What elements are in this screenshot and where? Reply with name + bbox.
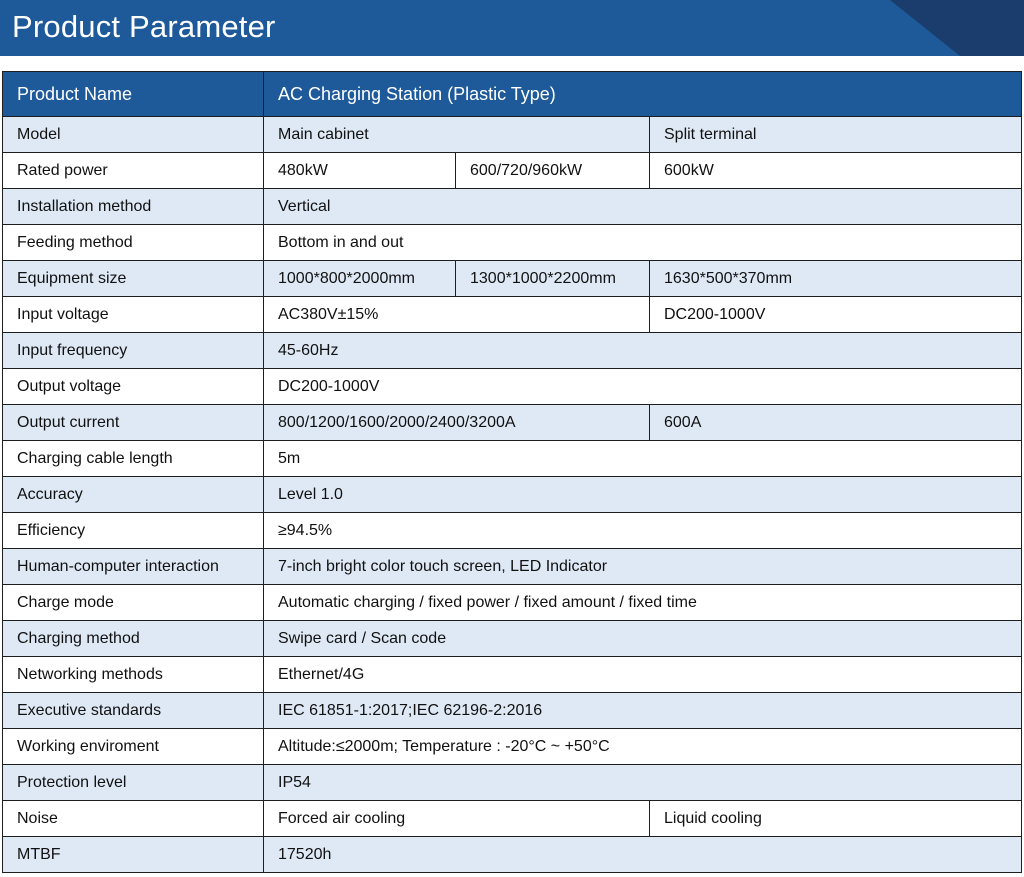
row-value-cell: Altitude:≤2000m; Temperature : -20°C ~ +50°C bbox=[264, 729, 1022, 765]
spec-table-container bbox=[2, 71, 1021, 873]
page-title: Product Parameter bbox=[12, 9, 276, 44]
table-row bbox=[3, 549, 1022, 585]
row-value-cell: Vertical bbox=[264, 189, 1022, 225]
row-value-cell: ≥94.5% bbox=[264, 513, 1022, 549]
row-label-cell: Working enviroment bbox=[3, 729, 264, 765]
row-value-cell: 7-inch bright color touch screen, LED Indicator bbox=[264, 549, 1022, 585]
row-value-cell: Swipe card / Scan code bbox=[264, 621, 1022, 657]
spec-table bbox=[2, 71, 1022, 873]
row-value-cell: Level 1.0 bbox=[264, 477, 1022, 513]
row-label-cell: Model bbox=[3, 117, 264, 153]
table-row bbox=[3, 729, 1022, 765]
row-value-cell: 5m bbox=[264, 441, 1022, 477]
row-value-cell: Main cabinet bbox=[264, 117, 650, 153]
row-value-cell: Bottom in and out bbox=[264, 225, 1022, 261]
row-label-cell: Efficiency bbox=[3, 513, 264, 549]
row-value-cell: 45-60Hz bbox=[264, 333, 1022, 369]
row-label-cell: Charging cable length bbox=[3, 441, 264, 477]
row-value-cell: 17520h bbox=[264, 837, 1022, 873]
table-row bbox=[3, 477, 1022, 513]
table-row bbox=[3, 333, 1022, 369]
row-value-cell: 1630*500*370mm bbox=[650, 261, 1022, 297]
row-label-cell: Charge mode bbox=[3, 585, 264, 621]
table-row bbox=[3, 513, 1022, 549]
table-row bbox=[3, 585, 1022, 621]
row-value-cell: 600kW bbox=[650, 153, 1022, 189]
row-value-cell: 600A bbox=[650, 405, 1022, 441]
row-label-cell: Feeding method bbox=[3, 225, 264, 261]
table-row bbox=[3, 693, 1022, 729]
header-value-cell: AC Charging Station (Plastic Type) bbox=[264, 72, 1022, 117]
row-label-cell: Human-computer interaction bbox=[3, 549, 264, 585]
row-label-cell: Accuracy bbox=[3, 477, 264, 513]
row-label-cell: Input voltage bbox=[3, 297, 264, 333]
table-row bbox=[3, 369, 1022, 405]
row-value-cell: Split terminal bbox=[650, 117, 1022, 153]
table-row bbox=[3, 765, 1022, 801]
row-value-cell: 1300*1000*2200mm bbox=[456, 261, 650, 297]
table-header-row bbox=[3, 72, 1022, 117]
row-label-cell: Output current bbox=[3, 405, 264, 441]
row-label-cell: Output voltage bbox=[3, 369, 264, 405]
row-label-cell: Charging method bbox=[3, 621, 264, 657]
table-row bbox=[3, 261, 1022, 297]
row-value-cell: DC200-1000V bbox=[264, 369, 1022, 405]
table-row bbox=[3, 117, 1022, 153]
table-row bbox=[3, 153, 1022, 189]
row-value-cell: AC380V±15% bbox=[264, 297, 650, 333]
row-label-cell: Installation method bbox=[3, 189, 264, 225]
table-row bbox=[3, 405, 1022, 441]
row-value-cell: Forced air cooling bbox=[264, 801, 650, 837]
row-value-cell: Automatic charging / fixed power / fixed amount / fixed time bbox=[264, 585, 1022, 621]
row-label-cell: Networking methods bbox=[3, 657, 264, 693]
row-value-cell: IP54 bbox=[264, 765, 1022, 801]
table-row bbox=[3, 837, 1022, 873]
header-label-cell: Product Name bbox=[3, 72, 264, 117]
row-label-cell: MTBF bbox=[3, 837, 264, 873]
row-value-cell: 1000*800*2000mm bbox=[264, 261, 456, 297]
row-value-cell: 800/1200/1600/2000/2400/3200A bbox=[264, 405, 650, 441]
table-row bbox=[3, 189, 1022, 225]
row-label-cell: Input frequency bbox=[3, 333, 264, 369]
row-value-cell: 600/720/960kW bbox=[456, 153, 650, 189]
table-row bbox=[3, 297, 1022, 333]
row-label-cell: Rated power bbox=[3, 153, 264, 189]
row-value-cell: Ethernet/4G bbox=[264, 657, 1022, 693]
table-row bbox=[3, 225, 1022, 261]
row-value-cell: Liquid cooling bbox=[650, 801, 1022, 837]
row-value-cell: IEC 61851-1:2017;IEC 62196-2:2016 bbox=[264, 693, 1022, 729]
table-row bbox=[3, 657, 1022, 693]
row-label-cell: Noise bbox=[3, 801, 264, 837]
header-banner bbox=[0, 0, 1024, 56]
row-label-cell: Equipment size bbox=[3, 261, 264, 297]
row-value-cell: 480kW bbox=[264, 153, 456, 189]
table-row bbox=[3, 801, 1022, 837]
row-label-cell: Protection level bbox=[3, 765, 264, 801]
row-label-cell: Executive standards bbox=[3, 693, 264, 729]
table-row bbox=[3, 621, 1022, 657]
row-value-cell: DC200-1000V bbox=[650, 297, 1022, 333]
table-row bbox=[3, 441, 1022, 477]
